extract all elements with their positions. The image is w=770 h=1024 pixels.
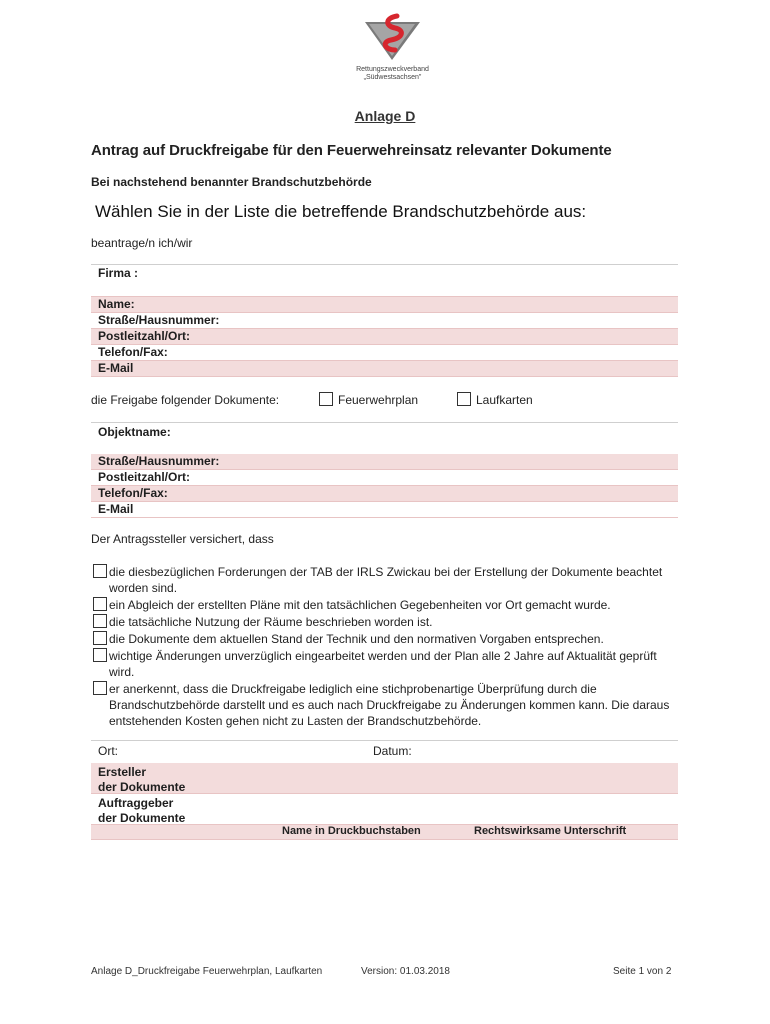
footer-document-name: Anlage D_Druckfreigabe Feuerwehrplan, Laufkarten [91,966,323,977]
object-street-label: Straße/Hausnummer: [98,454,220,468]
laufkarten-checkbox[interactable] [457,392,471,406]
footer-page-number: Seite 1 von 2 [613,966,672,977]
object-postal-label: Postleitzahl/Ort: [98,470,191,484]
object-phone-field[interactable] [91,486,678,502]
assurance-checkbox[interactable] [93,631,107,645]
object-phone-label: Telefon/Fax: [98,486,168,500]
assurance-item: die tatsächliche Nutzung der Räume beschrieben worden ist. [109,615,433,629]
assurance-item: ein Abgleich der erstellten Pläne mit den tatsächlichen Gegebenheiten vor Ort gemacht wurde. [109,598,611,612]
assurance-intro: Der Antragssteller versichert, dass [91,532,274,546]
assurance-checkbox[interactable] [93,564,107,578]
firma-label: Firma : [98,266,139,280]
phone-label: Telefon/Fax: [98,345,168,359]
logo-emblem-icon [345,12,440,64]
email-field[interactable] [91,361,678,377]
street-label: Straße/Hausnummer: [98,313,220,327]
creator-label-line2: der Dokumente [98,780,186,794]
phone-field[interactable] [91,345,678,361]
applicant-line: beantrage/n ich/wir [91,236,193,250]
divider [91,422,678,423]
divider [91,740,678,741]
object-email-label: E-Mail [98,502,134,516]
footer-version: Version: 01.03.2018 [361,966,450,977]
assurance-item: die Dokumente dem aktuellen Stand der Technik und den normativen Vorgaben entsprechen. [109,632,604,646]
rettungszweckverband-logo [345,12,440,84]
place-label: Ort: [98,744,118,758]
feuerwehrplan-checkbox[interactable] [319,392,333,406]
assurance-item: wichtige Änderungen unverzüglich eingearbeitet werden und der Plan alle 2 Jahre auf Aktualität geprüft wird. [109,649,657,679]
assurance-checkbox[interactable] [93,681,107,695]
logo-text-line1: Rettungszweckverband [356,66,429,73]
firma-field[interactable] [91,281,678,297]
postal-label: Postleitzahl/Ort: [98,329,191,343]
client-label-line1: Auftraggeber [98,796,174,810]
document-subheading: Bei nachstehend benannter Brandschutzbehörde [91,175,372,189]
laufkarten-label: Laufkarten [476,393,533,407]
release-label: die Freigabe folgender Dokumente: [91,393,280,407]
assurance-item: die diesbezüglichen Forderungen der TAB der IRLS Zwickau bei der Erstellung der Dokumente beachtet worden sind. [109,565,663,595]
email-label: E-Mail [98,361,134,375]
assurance-checkbox[interactable] [93,597,107,611]
authority-select-prompt[interactable]: Wählen Sie in der Liste die betreffende Brandschutzbehörde aus: [95,202,587,221]
client-label-line2: der Dokumente [98,811,186,825]
name-caption: Name in Druckbuchstaben [282,825,421,837]
assurance-checkbox[interactable] [93,614,107,628]
assurance-checkbox[interactable] [93,648,107,662]
object-email-field[interactable] [91,502,678,518]
sign-caption: Rechtswirksame Unterschrift [474,825,627,837]
creator-label-line1: Ersteller [98,765,147,779]
date-label: Datum: [373,744,412,758]
objectname-label: Objektname: [98,425,171,439]
name-label: Name: [98,297,135,311]
annex-title: Anlage D [354,108,416,124]
objectname-field[interactable] [91,439,678,455]
feuerwehrplan-label: Feuerwehrplan [338,393,419,407]
name-field[interactable] [91,297,678,313]
logo-text-line2: „Südwestsachsen" [363,74,422,81]
assurance-item: er anerkennt, dass die Druckfreigabe lediglich eine stichprobenartige Überprüfung durch die Brandschutzbehörde darstellt und es auch nach Druckfreigabe zu Änderungen kommen kann. Die daraus entstehenden Kosten gehen nicht zu Lasten der Brandschutzbehörde. [109,682,670,728]
document-heading: Antrag auf Druckfreigabe für den Feuerwehreinsatz relevanter Dokumente [91,142,612,159]
divider [91,264,678,265]
